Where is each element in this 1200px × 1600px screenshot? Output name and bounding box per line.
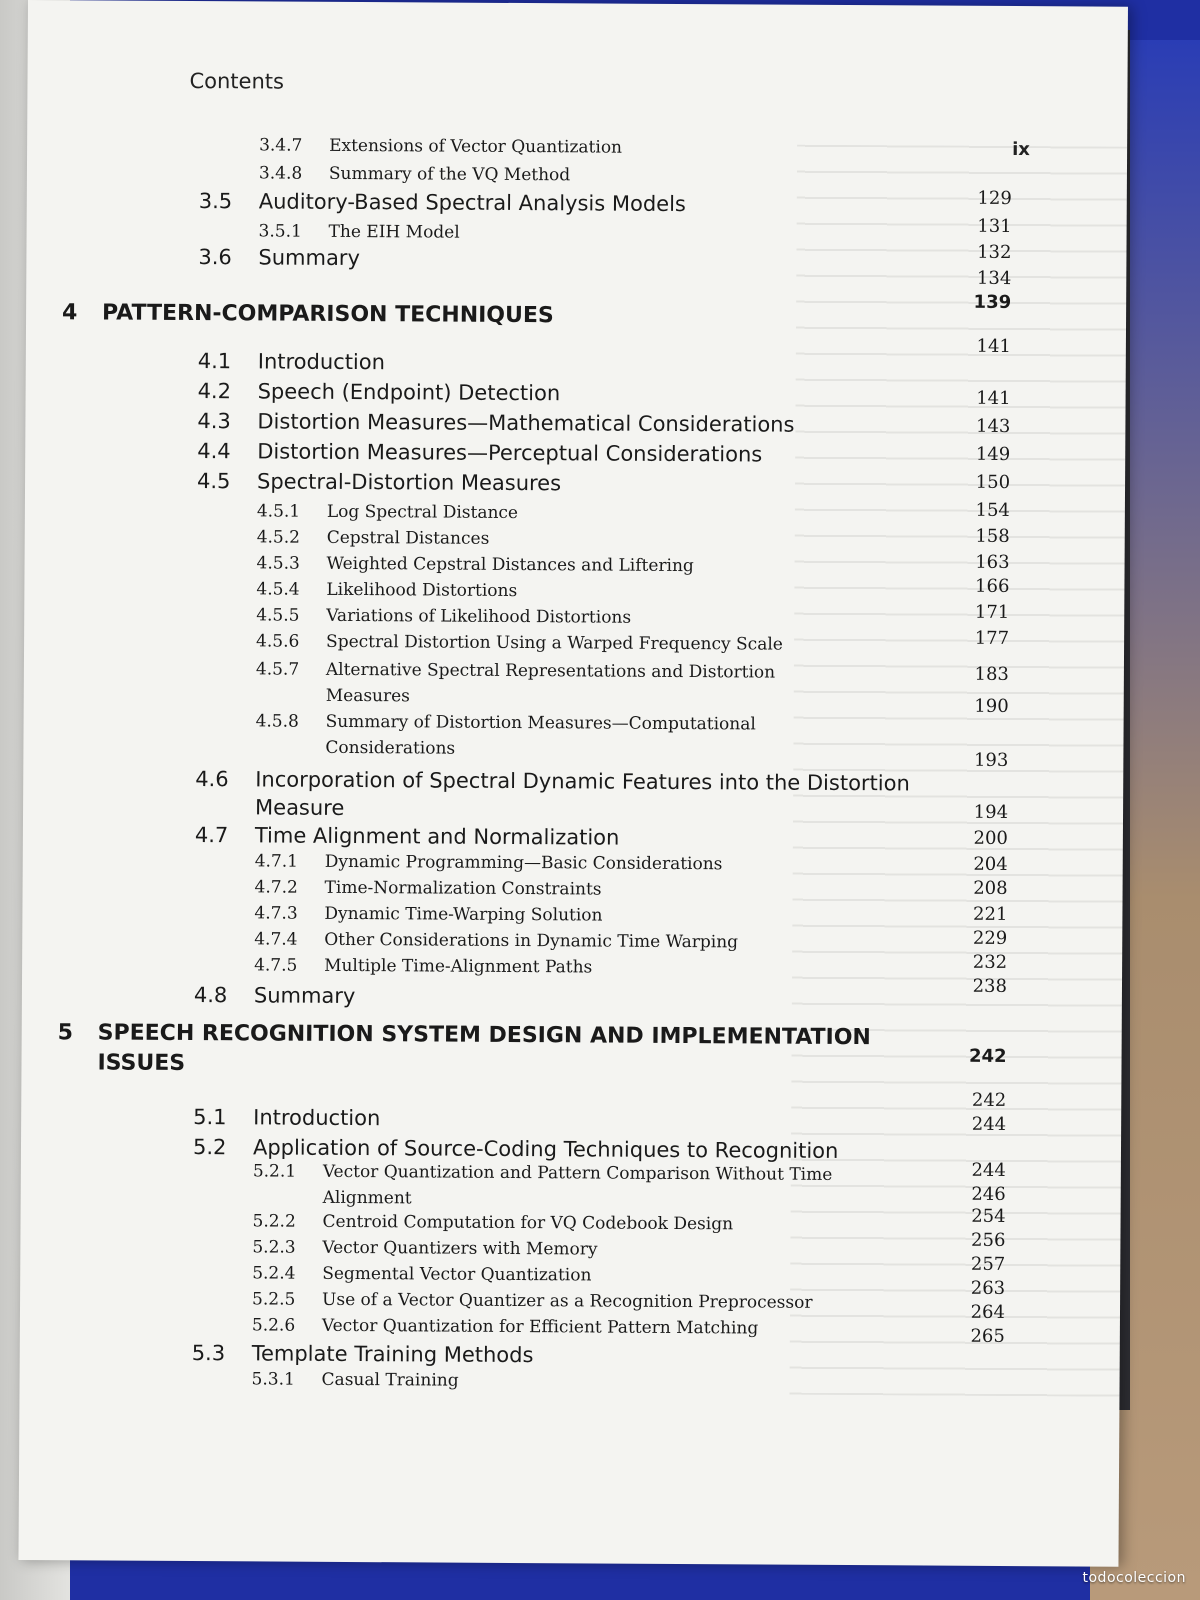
toc-entry [23, 850, 1023, 876]
toc-entry [25, 525, 1025, 549]
toc-entry-title: ISSUES [97, 1050, 186, 1076]
toc-entry-page: 149 [975, 443, 1011, 466]
toc-entry [25, 468, 1025, 496]
toc-entry [24, 710, 1024, 735]
toc-entry [20, 1368, 1020, 1391]
toc-entry-title: Centroid Computation for VQ Codebook Design [322, 1211, 734, 1235]
toc-entry [24, 658, 1024, 686]
toc-entry-title: Introduction [257, 349, 386, 375]
toc-entry-title: Vector Quantization for Efficient Pattern Matching [321, 1315, 759, 1339]
toc-entry-number: 5.2.2 [252, 1211, 296, 1232]
toc-entry [24, 627, 1024, 655]
toc-entry-page: 232 [972, 951, 1008, 973]
toc-entry [23, 766, 1023, 796]
toc-entry-page: 139 [973, 291, 1012, 314]
toc-entry-page: 263 [970, 1277, 1006, 1299]
toc-entry-number: 5.3 [191, 1341, 226, 1366]
toc-entry-title: Measure [254, 795, 345, 820]
toc-entry-number: 5 [57, 1020, 74, 1046]
toc-entry-number: 5.2.1 [252, 1161, 297, 1182]
toc-entry-number: 5.2.6 [251, 1315, 296, 1336]
toc-entry-page: 257 [970, 1253, 1006, 1275]
toc-entry-number: 3.4.7 [259, 135, 303, 156]
toc-entry-page: 193 [973, 749, 1009, 772]
toc-entry-number: 4.5.3 [256, 553, 300, 574]
toc-entry [21, 1183, 1021, 1209]
toc-entry-page: 171 [974, 601, 1010, 624]
toc-entry-page: 200 [973, 827, 1008, 850]
toc-entry-number: 4.7.1 [254, 851, 299, 872]
toc-entry-number: 4 [62, 300, 78, 326]
toc-entry-page: 256 [971, 1229, 1006, 1251]
toc-entry-title: Weighted Cepstral Distances and Liftering [326, 553, 694, 577]
toc-entry-number: 5.2 [192, 1135, 227, 1160]
toc-entry [24, 684, 1024, 718]
toc-entry-number: 5.3.1 [251, 1369, 295, 1390]
toc-entry-page: 194 [973, 801, 1009, 824]
toc-entry [26, 291, 1026, 329]
toc-entry-page: 141 [976, 387, 1011, 410]
toc-entry-page: 242 [968, 1045, 1007, 1067]
toc-entry-number: 4.1 [197, 349, 232, 374]
toc-entry-number: 4.7.5 [254, 955, 298, 976]
toc-entry-title: Incorporation of Spectral Dynamic Features into the Distortion [255, 767, 910, 796]
page-folio: ix [1012, 139, 1030, 161]
toc-entry-title: PATTERN-COMPARISON TECHNIQUES [102, 300, 554, 329]
toc-entry-page: 134 [976, 267, 1012, 290]
toc-entry-page: 129 [977, 187, 1012, 210]
toc-entry-title: Dynamic Time-Warping Solution [324, 903, 603, 926]
toc-entry-title: Dynamic Programming—Basic Considerations [324, 851, 723, 875]
toc-entry-title: Summary of Distortion Measures—Computational [325, 711, 756, 735]
toc-entry-number: 3.6 [198, 245, 232, 270]
toc-entry-page: 154 [975, 499, 1010, 522]
toc-entry-title: Other Considerations in Dynamic Time Warping [324, 929, 739, 953]
book-page [18, 0, 1128, 1567]
toc-entry-title: Speech (Endpoint) Detection [257, 379, 561, 406]
toc-entry-page: 183 [974, 663, 1009, 686]
toc-entry-page: 242 [971, 1089, 1007, 1111]
toc-entry-number: 4.8 [193, 983, 228, 1008]
toc-entry-number: 4.5.7 [255, 659, 300, 680]
toc-entry-title: Cepstral Distances [326, 527, 490, 549]
toc-entry-page: 166 [975, 575, 1010, 598]
toc-entry-page: 177 [974, 627, 1010, 650]
toc-entry-number: 5.2.4 [252, 1263, 296, 1284]
toc-entry-number: 4.5.6 [256, 631, 300, 652]
toc-entry-title: Alternative Spectral Representations and Distortion [325, 659, 776, 683]
toc-entry-number: 4.5.5 [256, 605, 300, 626]
toc-entry-title: Multiple Time-Alignment Paths [324, 955, 593, 978]
toc-entry [23, 876, 1023, 900]
toc-entry [22, 951, 1022, 978]
toc-entry-number: 4.7.3 [254, 903, 298, 924]
toc-entry-title: Spectral-Distortion Measures [256, 469, 562, 496]
toc-entry [20, 1253, 1020, 1286]
toc-entry-page: 132 [977, 241, 1012, 264]
toc-entry-title: The EIH Model [328, 221, 460, 243]
toc-entry-number: 4.5.2 [256, 527, 301, 548]
toc-entry-page: 163 [975, 551, 1010, 574]
toc-entry-page: 143 [975, 415, 1011, 438]
toc-entry-number: 4.5.8 [255, 711, 299, 732]
toc-entry [21, 1205, 1021, 1235]
toc-entry [24, 575, 1024, 601]
toc-entry-page: 265 [970, 1325, 1005, 1347]
toc-entry-page: 254 [971, 1205, 1006, 1227]
toc-entry-title: Vector Quantization and Pattern Comparison Without Time [322, 1161, 833, 1185]
toc-entry-page: 141 [976, 335, 1011, 358]
toc-entry-page: 238 [972, 975, 1008, 997]
toc-entry-page: 150 [975, 471, 1011, 494]
toc-entry-page: 264 [970, 1301, 1006, 1323]
toc-entry-page: 190 [974, 695, 1009, 718]
toc-entry-page: 244 [971, 1113, 1007, 1135]
toc-entry [26, 378, 1026, 410]
toc-entry-number: 3.5.1 [258, 221, 302, 242]
toc-entry [22, 902, 1022, 926]
toc-entry-title: Time-Normalization Constraints [324, 877, 602, 900]
toc-entry-page: 131 [977, 215, 1012, 238]
toc-entry-page: 221 [973, 903, 1008, 925]
toc-entry [22, 927, 1022, 953]
toc-entry-title: Template Training Methods [251, 1341, 534, 1368]
toc-entry-title: Time Alignment and Normalization [254, 823, 620, 850]
toc-entry-number: 5.2.3 [252, 1237, 296, 1258]
watermark: todocoleccion [1082, 1570, 1186, 1586]
toc-entry-title: Segmental Vector Quantization [322, 1263, 592, 1286]
toc-entry-title: Spectral Distortion Using a Warped Frequency Scale [326, 631, 783, 655]
toc-entry-title: Measures [325, 685, 411, 707]
toc-entry-page: 208 [973, 877, 1008, 900]
toc-entry [25, 499, 1025, 524]
toc-entry-title: Distortion Measures—Mathematical Considerations [257, 409, 795, 437]
toc-entry-number: 4.3 [197, 409, 231, 434]
toc-entry-title: Likelihood Distortions [326, 579, 518, 601]
toc-entry [26, 408, 1026, 438]
toc-entry-title: Introduction [253, 1105, 381, 1131]
toc-entry-title: Alignment [322, 1187, 412, 1209]
running-head: Contents [189, 68, 285, 94]
toc-entry-number: 4.5.4 [256, 579, 300, 600]
toc-entry-title: Summary [258, 245, 360, 271]
toc-entry [26, 335, 1026, 375]
toc-entry-title: Summary of the VQ Method [328, 163, 571, 186]
toc-entry-number: 5.2.5 [252, 1289, 296, 1310]
toc-entry-title: Use of a Vector Quantizer as a Recognition Preprocessor [322, 1289, 813, 1313]
toc-entry-page: 244 [971, 1159, 1006, 1181]
toc-entry-title: Log Spectral Distance [326, 501, 519, 524]
toc-entry-number: 4.2 [197, 379, 232, 404]
toc-entry-title: Distortion Measures—Perceptual Considerations [257, 439, 763, 467]
toc-entry [20, 1229, 1020, 1260]
toc-entry [25, 551, 1025, 577]
toc-entry-number: 4.4 [197, 439, 231, 464]
toc-entry-title: Variations of Likelihood Distortions [326, 605, 632, 628]
toc-entry-number: 3.5 [198, 189, 233, 214]
toc-entry-number: 5.1 [193, 1105, 227, 1130]
toc-entry-number: 4.6 [195, 767, 229, 792]
toc-entry [24, 601, 1024, 628]
toc-entry-number: 4.5 [196, 469, 231, 494]
toc-entry-number: 3.4.8 [258, 163, 303, 184]
toc-entry [22, 975, 1022, 1009]
toc-entry-number: 4.5.1 [256, 501, 301, 522]
toc-entry-title: Considerations [325, 737, 456, 759]
toc-entry-page: 246 [971, 1183, 1006, 1205]
toc-entry-number: 4.7.4 [254, 929, 298, 950]
toc-entry-title: Casual Training [321, 1369, 459, 1391]
toc-entry-number: 4.7 [194, 823, 229, 848]
toc-entry-title: SPEECH RECOGNITION SYSTEM DESIGN AND IMPLEMENTATION [97, 1020, 871, 1051]
toc-entry [23, 822, 1023, 850]
toc-entry-page: 229 [972, 927, 1008, 949]
toc-entry-page: 204 [973, 853, 1008, 876]
toc-entry-number: 4.7.2 [254, 877, 298, 898]
toc-entry-title: Summary [253, 983, 356, 1009]
toc-entry-title: Application of Source-Coding Techniques to Recognition [252, 1135, 839, 1163]
toc-entry [25, 438, 1025, 467]
toc-entry-title: Vector Quantizers with Memory [322, 1237, 598, 1260]
toc-entry [24, 736, 1024, 772]
toc-entry-title: Extensions of Vector Quantization [329, 135, 623, 158]
toc-entry-title: Auditory-Based Spectral Analysis Models [258, 189, 686, 217]
toc-entry-page: 158 [975, 525, 1010, 548]
